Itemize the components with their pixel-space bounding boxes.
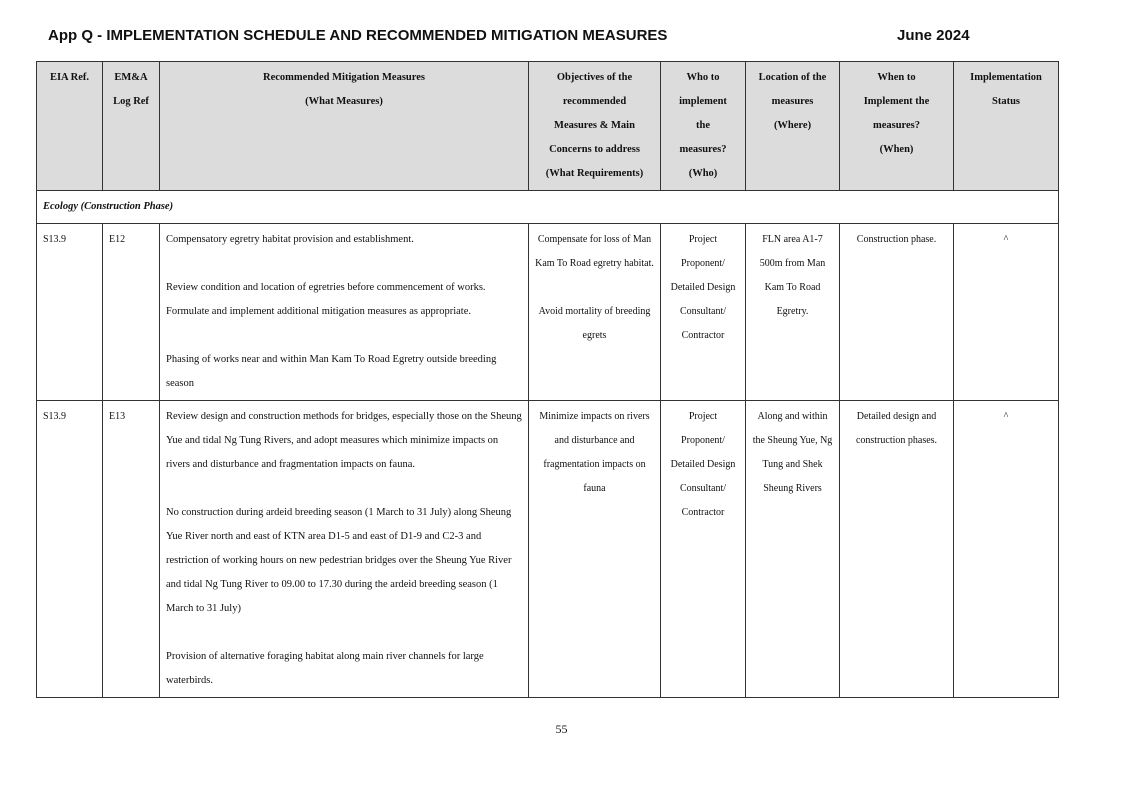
header-row (37, 62, 1059, 191)
column-header-line: Implementation (970, 72, 1042, 83)
column-header (103, 62, 160, 191)
measures-cell (160, 224, 529, 401)
measure-text: Provision of alternative foraging habitat along main river channels for large waterbirds. (166, 651, 484, 686)
document-date: June 2024 (897, 27, 970, 44)
column-header-line: EM&A (114, 72, 148, 83)
who-cell: Project Proponent/ Detailed Design Consultant/ Contractor (661, 401, 746, 698)
measure-text: No construction during ardeid breeding season (1 March to 31 July) along Sheung Yue River north and east of KTN area D1-5 and east of D1-9 and C2-3 and restriction of working hours on new pedestrian bridges over the Sheung Yue River and tidal Ng Tung River to 09.00 to 17.30 during the ardeid breeding season (1 March to 31 July) (166, 507, 512, 614)
column-header (954, 62, 1059, 191)
implementation-schedule-table (36, 61, 1059, 698)
status-cell: ^ (954, 224, 1059, 401)
column-header-line: Concerns to address (549, 144, 640, 155)
column-header-line: Implement the (863, 96, 930, 107)
document-title: App Q - IMPLEMENTATION SCHEDULE AND RECOMMENDED MITIGATION MEASURES (48, 27, 668, 44)
column-header-line: Measures & Main (554, 120, 635, 131)
column-header (661, 62, 746, 191)
table-row (37, 401, 1059, 698)
column-header-line: Recommended Mitigation Measures (263, 72, 425, 83)
log-ref-cell: E13 (103, 401, 160, 698)
column-header (746, 62, 840, 191)
column-header-line: When to (877, 72, 916, 83)
column-header-line: measures (771, 96, 814, 107)
column-header (160, 62, 529, 191)
who-cell: Project Proponent/ Detailed Design Consultant/ Contractor (661, 224, 746, 401)
column-header-line: Objectives of the (556, 72, 633, 83)
table-row (37, 224, 1059, 401)
section-heading: Ecology (Construction Phase) (37, 191, 1059, 224)
measure-text: Review design and construction methods for bridges, especially those on the Sheung Yue and tidal Ng Tung Rivers, and adopt measures which minimize impacts on rivers and disturbance and fragmentation impacts on fauna. (166, 411, 522, 470)
objectives-cell (529, 224, 661, 401)
column-header-line: (Where) (773, 120, 812, 131)
objective-text: Avoid mortality of breeding egrets (538, 306, 651, 341)
measure-text: Compensatory egretry habitat provision and establishment. (166, 234, 414, 245)
column-header-line: the (696, 120, 710, 131)
objectives-cell (529, 401, 661, 698)
column-header-line: (Who) (688, 168, 718, 179)
column-header-line: Location of the (758, 72, 827, 83)
column-header-line: (What Requirements) (545, 168, 644, 179)
column-header-line: EIA Ref. (49, 72, 90, 83)
column-header-line: measures? (872, 120, 921, 131)
when-cell: Construction phase. (840, 224, 954, 401)
column-header (840, 62, 954, 191)
column-header-line: (When) (879, 144, 914, 155)
column-header-line: Log Ref (113, 96, 149, 107)
column-header-line: Who to (686, 72, 720, 83)
eia-ref-cell: S13.9 (37, 224, 103, 401)
page-number: 55 (555, 722, 568, 736)
measure-text: Phasing of works near and within Man Kam To Road Egretry outside breeding season (166, 354, 497, 389)
measures-cell (160, 401, 529, 698)
objective-text: Compensate for loss of Man Kam To Road egretry habitat. (535, 234, 654, 269)
eia-ref-cell: S13.9 (37, 401, 103, 698)
column-header-line: Status (991, 96, 1020, 107)
column-header (37, 62, 103, 191)
when-cell: Detailed design and construction phases. (840, 401, 954, 698)
column-header-line: measures? (679, 144, 727, 155)
where-cell: FLN area A1-7 500m from Man Kam To Road Egretry. (746, 224, 840, 401)
objective-text: Minimize impacts on rivers and disturbance and fragmentation impacts on fauna (539, 411, 650, 494)
section-row (37, 191, 1059, 224)
log-ref-cell: E12 (103, 224, 160, 401)
measure-text: Review condition and location of egretries before commencement of works. Formulate and implement additional mitigation measures as appropriate. (166, 282, 486, 317)
status-cell: ^ (954, 401, 1059, 698)
column-header-line: (What Measures) (305, 96, 383, 107)
column-header-line: recommended (562, 96, 627, 107)
column-header-line: implement (679, 96, 727, 107)
column-header (529, 62, 661, 191)
where-cell: Along and within the Sheung Yue, Ng Tung and Shek Sheung Rivers (746, 401, 840, 698)
